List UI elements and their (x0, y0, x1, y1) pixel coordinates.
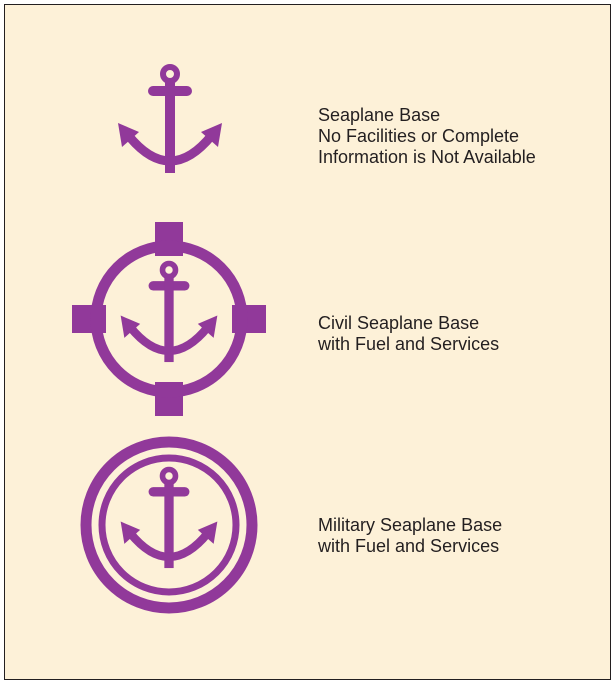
legend-line: with Fuel and Services (318, 536, 500, 556)
legend-line: Military Seaplane Base (318, 515, 503, 535)
legend-line: No Facilities or Complete (318, 126, 520, 146)
legend-label-civil-seaplane-base (318, 313, 499, 355)
legend-line: Civil Seaplane Base (318, 313, 480, 333)
military-seaplane-base-icon (79, 435, 259, 615)
legend-line: Seaplane Base (318, 105, 441, 125)
legend-line: with Fuel and Services (318, 334, 500, 354)
legend-line: Information is Not Available (318, 147, 536, 167)
anchor-icon (105, 61, 235, 201)
civil-seaplane-base-icon (69, 219, 269, 419)
legend-label-military-seaplane-base (318, 515, 502, 557)
legend-label-seaplane-base (318, 105, 536, 168)
legend-panel (4, 4, 611, 680)
